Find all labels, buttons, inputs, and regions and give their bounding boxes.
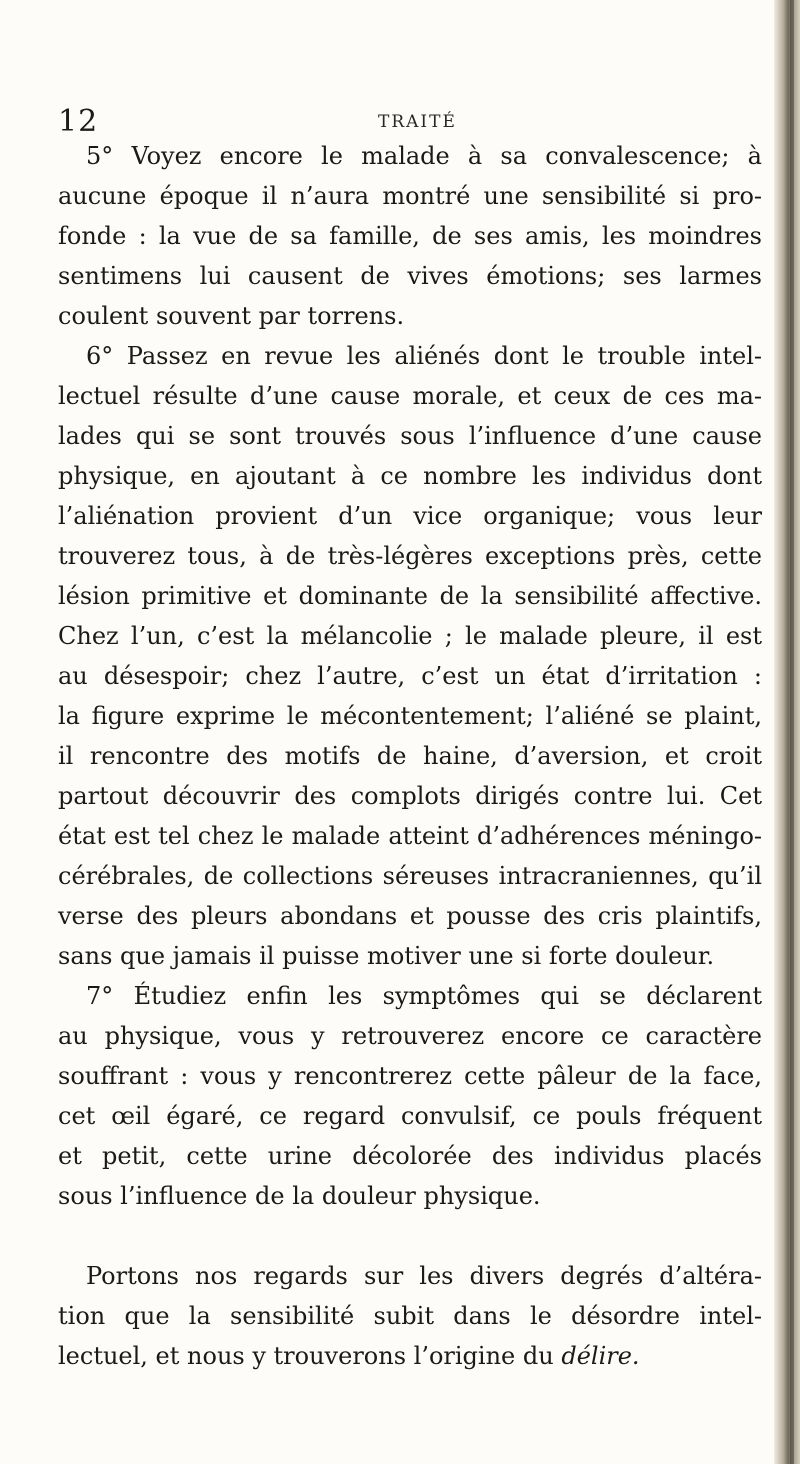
text-line: physique, en ajoutant à ce nombre les individus dont [58, 462, 762, 490]
running-head: TRAITÉ [378, 112, 457, 132]
text-line: au désespoir; chez l’autre, c’est un état d’irritation : [58, 662, 762, 690]
text-line: verse des pleurs abondans et pousse des cris plaintifs, [58, 902, 762, 930]
text-line-final [58, 1336, 762, 1376]
text-line: tion que la sensibilité subit dans le désordre intel- [58, 1302, 762, 1330]
text-line: sous l’influence de la douleur physique. [58, 1182, 541, 1210]
text-line: lectuel résulte d’une cause morale, et ceux de ces ma- [58, 382, 762, 410]
paragraph-gap [58, 1216, 762, 1256]
text-line: cet œil égaré, ce regard convulsif, ce pouls fréquent [58, 1102, 762, 1130]
text-line: partout découvrir des complots dirigés contre lui. Cet [58, 782, 762, 810]
text-line: fonde : la vue de sa famille, de ses amis, les moindres [58, 222, 762, 250]
text-line: aucune époque il n’aura montré une sensibilité si pro- [58, 182, 762, 210]
final-line-text: lectuel, et nous y trouverons l’origine du [58, 1342, 562, 1370]
text-line: la figure exprime le mécontentement; l’aliéné se plaint, [58, 702, 762, 730]
text-line: état est tel chez le malade atteint d’adhérences méningo- [58, 822, 762, 850]
text-line: coulent souvent par torrens. [58, 302, 405, 330]
text-line: Portons nos regards sur les divers degrés d’altéra- [86, 1262, 762, 1290]
text-line: il rencontre des motifs de haine, d’aversion, et croit [58, 742, 762, 770]
text-line: 5° Voyez encore le malade à sa convalescence; à [86, 142, 762, 170]
text-line: cérébrales, de collections séreuses intracraniennes, qu’il [58, 862, 762, 890]
text-line: lésion primitive et dominante de la sensibilité affective. [58, 582, 762, 610]
body-text [58, 136, 762, 1376]
text-line: et petit, cette urine décolorée des individus placés [58, 1142, 762, 1170]
page-edge-line [790, 0, 794, 1464]
text-line: sentimens lui causent de vives émotions; ses larmes [58, 262, 762, 290]
text-line: Chez l’un, c’est la mélancolie ; le malade pleure, il est [58, 622, 762, 650]
page-edge-shadow [774, 0, 800, 1464]
text-line: l’aliénation provient d’un vice organique; vous leur [58, 502, 762, 530]
text-line: 6° Passez en revue les aliénés dont le trouble intel- [86, 342, 762, 370]
italic-term: délire. [561, 1342, 640, 1370]
text-line: lades qui se sont trouvés sous l’influence d’une cause [58, 422, 762, 450]
text-line: au physique, vous y retrouverez encore ce caractère [58, 1022, 762, 1050]
page-number: 12 [58, 104, 99, 139]
text-line: souffrant : vous y rencontrerez cette pâleur de la face, [58, 1062, 762, 1090]
text-line: 7° Étudiez enfin les symptômes qui se déclarent [86, 982, 762, 1010]
text-line: sans que jamais il puisse motiver une si forte douleur. [58, 942, 715, 970]
text-line: trouverez tous, à de très-légères exceptions près, cette [58, 542, 762, 570]
